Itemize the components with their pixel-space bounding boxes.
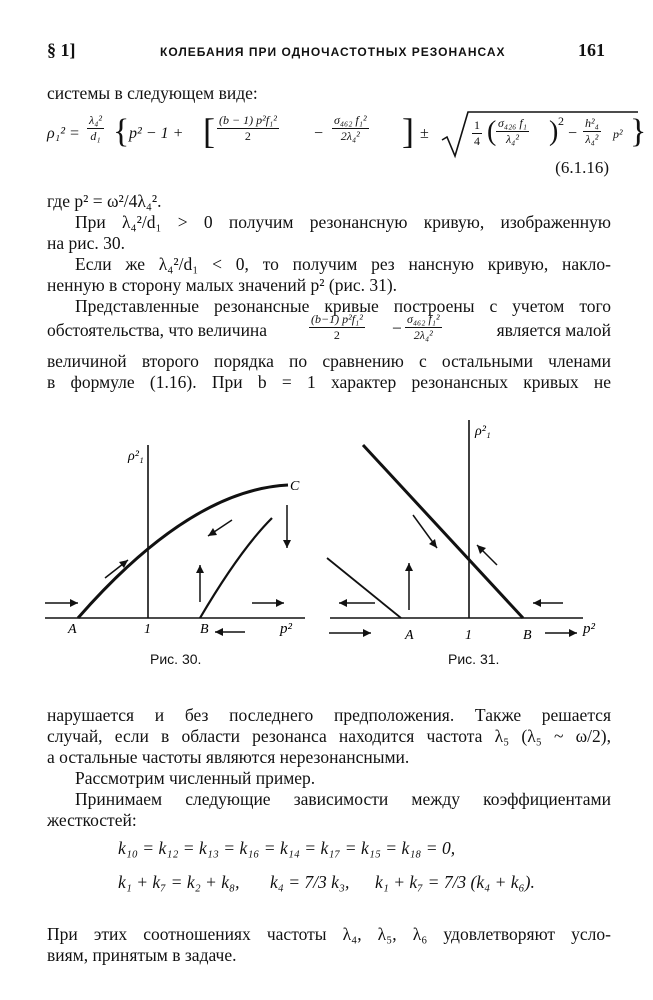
- formula-6-1-16: [47, 110, 647, 160]
- equation-k-relation-3: k₁ + k₇ = 7/3 (k₄ + k₆).: [375, 872, 535, 892]
- text-line: Принимаем следующие зависимости между коэффициентами: [75, 789, 611, 809]
- open-brace: {: [113, 113, 130, 150]
- minus-sign: −: [568, 125, 578, 142]
- open-bracket: [: [203, 111, 215, 151]
- arrow-left-right-side: [533, 599, 563, 607]
- formula-root-fraction-1: [472, 118, 482, 149]
- resonance-curve-main: [363, 445, 523, 618]
- arrow-right: [252, 599, 284, 607]
- fraction-denominator: 2λ₄²: [413, 328, 433, 342]
- formula-term2-fraction: [332, 113, 369, 144]
- formula-root-fraction-2: [496, 116, 529, 147]
- fraction-denominator: 2: [333, 328, 340, 342]
- power-two: 2: [558, 114, 564, 128]
- text-line: При λ₄²/d₁ > 0 получим резонансную кривую, изображенную: [75, 212, 611, 232]
- point-a-label: A: [405, 628, 414, 643]
- equation-k-relation-1: k₁ + k₇ = k₂ + k₈,: [118, 872, 240, 892]
- text-line: При этих соотношениях частоты λ₄, λ₅, λ₆ удовлетворяют усло-: [47, 924, 611, 944]
- text-line: случай, если в области резонанса находится частота λ₅ (λ₅ ~ ω/2),: [47, 726, 611, 746]
- axis-y-label: ρ²₁: [475, 424, 491, 439]
- text-line: системы в следующем виде:: [47, 83, 258, 103]
- point-one-label: 1: [144, 622, 151, 637]
- equation-k-relation-2: k₄ = 7/3 k₃,: [270, 872, 350, 892]
- text-line: ненную в сторону малых значений p² (рис. 31).: [47, 275, 398, 295]
- fraction-numerator: (b−1) p²f₁²: [311, 312, 363, 326]
- text-line: жесткостей:: [47, 810, 137, 830]
- fraction-denominator: 2λ₄²: [340, 129, 360, 143]
- text-line: Рассмотрим численный пример.: [75, 768, 316, 788]
- fraction-numerator: h²₄: [585, 116, 599, 130]
- section-marker: § 1]: [47, 40, 76, 60]
- formula-term1-fraction: [217, 113, 279, 144]
- minus-sign: −: [392, 318, 402, 338]
- arrow-down-left: [208, 520, 232, 536]
- text-line: виям, принятым в задаче.: [47, 945, 237, 965]
- figure-31-caption: Рис. 31.: [448, 651, 500, 667]
- close-paren: ): [549, 116, 559, 147]
- text-line: нарушается и без последнего предположения. Также решается: [47, 705, 611, 725]
- fraction-numerator: σ₄₆₂ f₁²: [407, 312, 440, 326]
- figure-30-caption: Рис. 30.: [150, 651, 202, 667]
- fraction-denominator: λ₄²: [585, 132, 599, 146]
- close-bracket: ]: [402, 111, 414, 151]
- point-b-label: B: [200, 622, 209, 637]
- text-line: в формуле (1.16). При b = 1 характер резонансных кривых не: [47, 372, 611, 392]
- fraction-denominator: 4: [474, 134, 480, 148]
- text-line: а остальные частоты являются нерезонансными.: [47, 747, 410, 767]
- close-brace: }: [630, 113, 647, 150]
- fraction-numerator: (b − 1) p²f₁²: [219, 113, 277, 127]
- formula-root-fraction-3: [583, 116, 601, 147]
- formula-lead-fraction: [87, 113, 104, 144]
- text-fragment: является малой: [496, 320, 611, 340]
- figure-30: [40, 430, 310, 645]
- plus-minus-sign: ±: [420, 125, 429, 142]
- arrow-left-bottom: [215, 628, 245, 636]
- formula-lhs: ρ₁² =: [47, 125, 80, 142]
- text-line: Если же λ₄²/d₁ < 0, то получим рез нансную кривую, накло-: [75, 254, 611, 274]
- sqrt-sign: [440, 110, 640, 160]
- point-a-label: A: [68, 622, 77, 637]
- text-line: на рис. 30.: [47, 233, 126, 253]
- axis-x-label: p²: [280, 621, 292, 637]
- arrow-left-input: [45, 599, 78, 607]
- figure-31: [325, 415, 615, 645]
- inline-fraction-1: [309, 312, 365, 343]
- point-c-label: C: [290, 479, 300, 494]
- axis-y-label: ρ²₁: [128, 449, 144, 464]
- fraction-numerator: σ₄₂₆ f₁: [498, 116, 527, 130]
- axis-x-label: p²: [583, 621, 595, 637]
- formula-p-term: p² − 1 +: [129, 125, 184, 142]
- equation-number: (6.1.16): [555, 158, 609, 177]
- running-title: КОЛЕБАНИЯ ПРИ ОДНОЧАСТОТНЫХ РЕЗОНАНСАХ: [160, 45, 506, 59]
- resonance-curve-lower: [327, 558, 401, 618]
- arrow-up: [405, 563, 413, 610]
- formula-root-tail: p²: [613, 127, 623, 141]
- minus-sign: −: [314, 125, 324, 142]
- fraction-numerator: σ₄₆₂ f₁²: [334, 113, 367, 127]
- arrow-left-top: [339, 599, 375, 607]
- resonance-curve-upper: [78, 485, 288, 618]
- point-one-label: 1: [465, 628, 472, 643]
- text-line: величиной второго порядка по сравнению с остальными членами: [47, 351, 611, 371]
- fraction-denominator: d₁: [90, 129, 101, 143]
- fraction-denominator: λ₄²: [505, 132, 519, 146]
- arrow-right-far: [545, 629, 577, 637]
- text-line: Представленные резонансные кривые построены с учетом того: [75, 296, 611, 316]
- fraction-numerator: λ₄²: [89, 113, 102, 127]
- arrow-up: [196, 565, 204, 602]
- open-paren: (: [487, 116, 497, 147]
- arrow-down: [283, 505, 291, 548]
- text-line-with-fraction: [47, 312, 611, 348]
- text-fragment: обстоятельства, что величина: [47, 320, 268, 340]
- point-b-label: B: [523, 628, 532, 643]
- page-number: 161: [578, 40, 605, 60]
- text-line: где p² = ω²/4λ₄².: [47, 191, 162, 211]
- equation-k-zero: k₁₀ = k₁₂ = k₁₃ = k₁₆ = k₁₄ = k₁₇ = k₁₅ = k₁₈ = 0,: [118, 838, 456, 858]
- arrow-up-left: [477, 545, 497, 565]
- arrow-right-bottom: [329, 629, 371, 637]
- fraction-denominator: 2: [244, 129, 251, 143]
- inline-fraction-2: [405, 312, 442, 343]
- fraction-numerator: 1: [474, 118, 480, 132]
